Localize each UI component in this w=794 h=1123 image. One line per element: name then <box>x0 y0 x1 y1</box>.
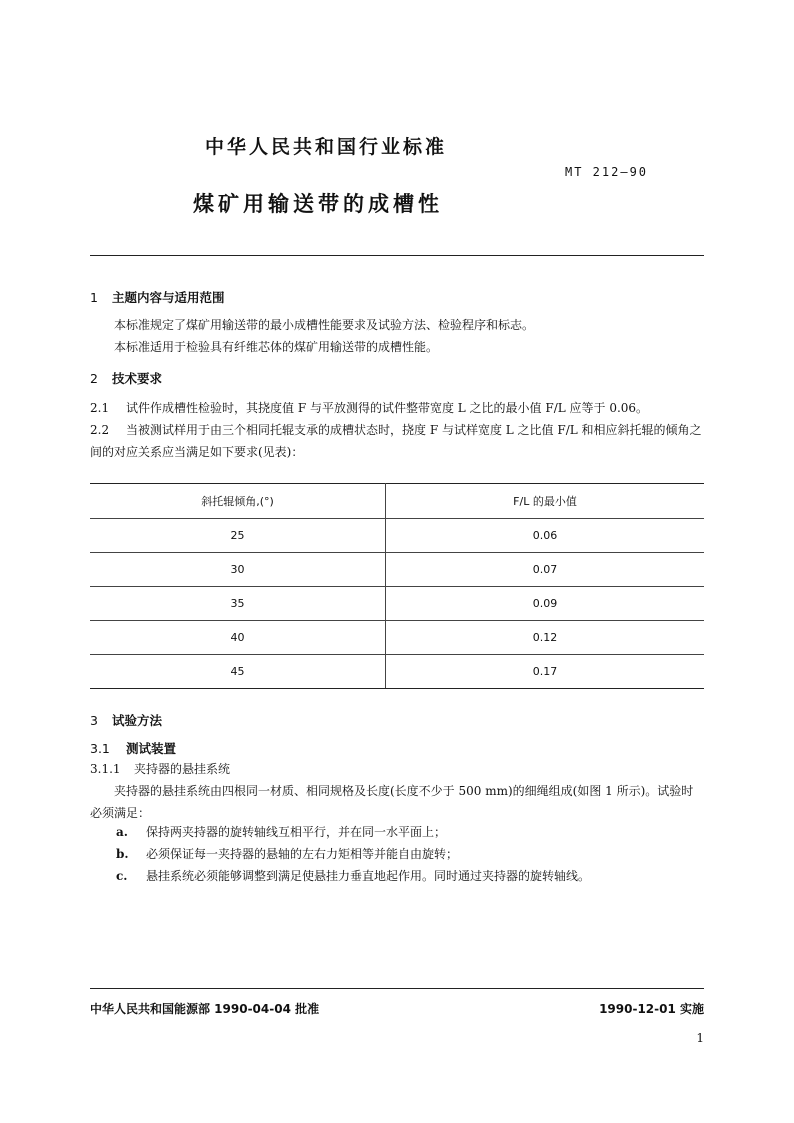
subsection-3-1-number: 3.1 <box>90 741 110 756</box>
page-number: 1 <box>696 1031 704 1045</box>
section-2-title: 技术要求 <box>112 371 163 386</box>
table-header-row <box>90 484 704 519</box>
clause-2-2 <box>90 419 704 463</box>
list-item-marker: a. <box>116 825 128 839</box>
subsection-3-1-title: 测试装置 <box>126 741 177 756</box>
clause-2-2-number: 2.2 <box>90 423 110 437</box>
section-3-title: 试验方法 <box>112 713 163 728</box>
document-title: 煤矿用输送带的成槽性 <box>193 192 443 216</box>
table-row <box>90 587 704 621</box>
header-divider <box>90 255 704 256</box>
section-2-heading <box>90 369 162 387</box>
subsection-3-1-1-heading <box>90 758 704 780</box>
subsection-3-1-heading <box>90 739 176 757</box>
angle-ratio-table <box>90 483 704 689</box>
section-1-title: 主题内容与适用范围 <box>112 290 225 305</box>
cell-angle: 30 <box>90 553 386 587</box>
cell-min-ratio: 0.12 <box>386 621 705 655</box>
clause-2-1-number: 2.1 <box>90 401 110 415</box>
approval-note: 中华人民共和国能源部 1990-04-04 批准 <box>90 1002 320 1016</box>
section-1-heading <box>90 288 225 306</box>
column-header-angle: 斜托辊倾角,(°) <box>90 484 386 519</box>
list-item-text: 必须保证每一夹持器的悬轴的左右力矩相等并能自由旋转； <box>146 847 459 861</box>
subsection-3-1-1-title: 夹持器的悬挂系统 <box>134 762 231 776</box>
list-item <box>116 865 704 887</box>
list-item <box>116 843 704 865</box>
cell-angle: 40 <box>90 621 386 655</box>
list-item-marker: c. <box>116 869 128 883</box>
cell-min-ratio: 0.07 <box>386 553 705 587</box>
effective-date: 1990-12-01 实施 <box>599 1002 704 1016</box>
cell-angle: 35 <box>90 587 386 621</box>
table-row <box>90 621 704 655</box>
table-row <box>90 553 704 587</box>
cell-angle: 45 <box>90 655 386 689</box>
clause-2-2-text: 当被测试样用于由三个相同托辊支承的成槽状态时，挠度 F 与试样宽度 L 之比值 F/L 和相应斜托辊的倾角之间的对应关系应当满足如下要求(见表)： <box>90 423 702 459</box>
table-row <box>90 519 704 553</box>
section-3-heading <box>90 711 162 729</box>
section-1-number: 1 <box>90 290 98 305</box>
standard-code: MT 212—90 <box>565 165 649 179</box>
table-row <box>90 655 704 689</box>
section-1-para-1: 本标准规定了煤矿用输送带的最小成槽性能要求及试验方法、检验程序和标志。 <box>114 318 535 332</box>
list-item-marker: b. <box>116 847 129 861</box>
cell-min-ratio: 0.06 <box>386 519 705 553</box>
section-2-number: 2 <box>90 371 98 386</box>
cell-min-ratio: 0.17 <box>386 655 705 689</box>
column-header-min-ratio: F/L 的最小值 <box>386 484 705 519</box>
clause-2-1-text: 试件作成槽性检验时，其挠度值 F 与平放测得的试件整带宽度 L 之比的最小值 F/L 应等于 0.06。 <box>126 401 649 415</box>
list-item-text: 保持两夹持器的旋转轴线互相平行，并在同一水平面上； <box>146 825 447 839</box>
footer-divider <box>90 988 704 989</box>
clause-2-1 <box>90 397 704 419</box>
cell-angle: 25 <box>90 519 386 553</box>
list-item-text: 悬挂系统必须能够调整到满足使悬挂力垂直地起作用。同时通过夹持器的旋转轴线。 <box>146 869 591 883</box>
standard-organization: 中华人民共和国行业标准 <box>205 136 448 158</box>
subsection-3-1-1-number: 3.1.1 <box>90 762 121 776</box>
cell-min-ratio: 0.09 <box>386 587 705 621</box>
list-item <box>116 821 704 843</box>
section-3-number: 3 <box>90 713 98 728</box>
section-1-para-2: 本标准适用于检验具有纤维芯体的煤矿用输送带的成槽性能。 <box>114 340 439 354</box>
suspension-system-para: 夹持器的悬挂系统由四根同一材质、相同规格及长度(长度不少于 500 mm)的细绳组成(如图 1 所示)。试验时必须满足： <box>90 784 694 820</box>
